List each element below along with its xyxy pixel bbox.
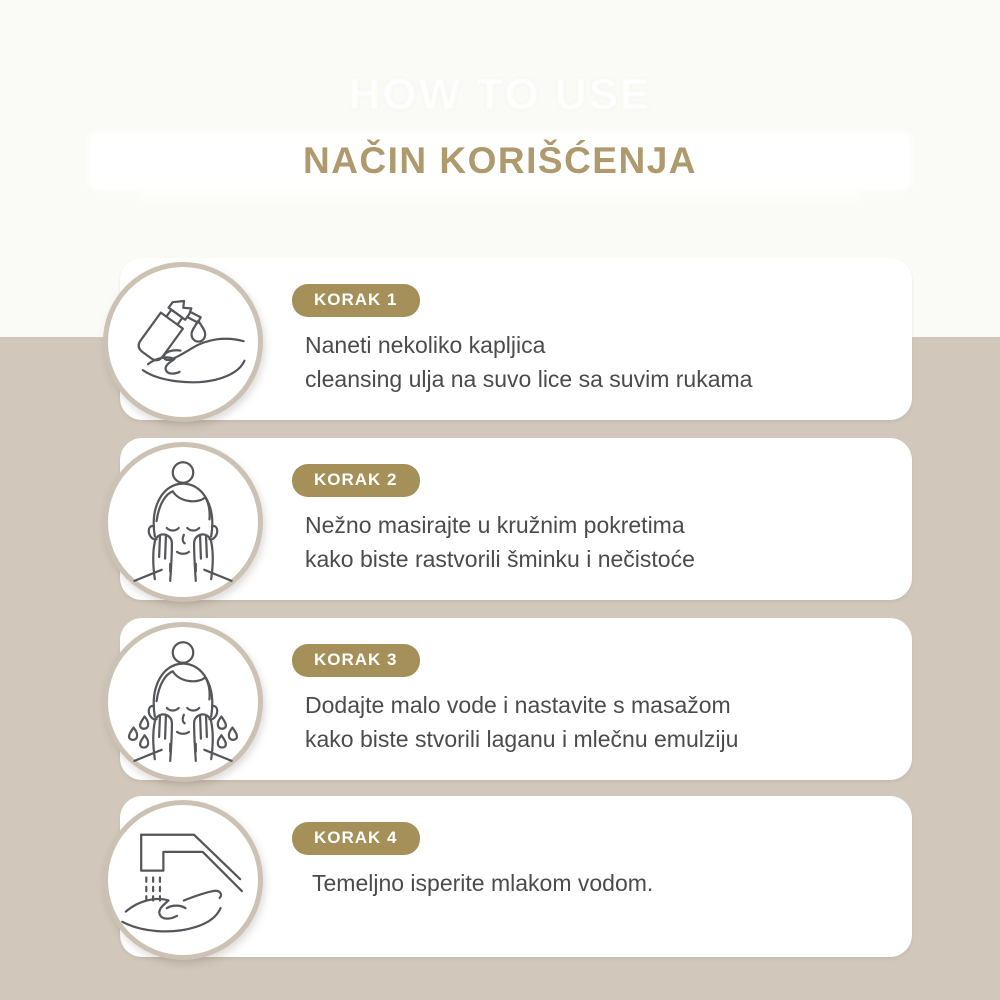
step-4-icon-circle — [103, 800, 263, 960]
page-title: NAČIN KORIŠĆENJA — [302, 140, 698, 181]
pump-bottle-hand-icon — [119, 278, 247, 406]
face-massage-icon — [119, 458, 247, 586]
step-1-line-2: cleansing ulja na suvo lice sa suvim rukama — [305, 366, 753, 392]
step-2-line-2: kako biste rastvorili šminku i nečistoće — [305, 546, 695, 572]
ghost-english-title: HOW TO USE — [348, 70, 652, 119]
step-3-icon-circle — [103, 622, 263, 782]
step-3-line-1: Dodajte malo vode i nastavite s masažom — [305, 692, 731, 718]
step-4-line-1: Temeljno isperite mlakom vodom. — [312, 870, 654, 896]
step-1-line-1: Naneti nekoliko kapljica — [305, 332, 546, 358]
step-1-text — [305, 328, 752, 396]
step-2-line-1: Nežno masirajte u kružnim pokretima — [305, 512, 685, 538]
face-splash-icon — [119, 638, 247, 766]
step-2-icon-circle — [103, 442, 263, 602]
step-4-badge: KORAK 4 — [292, 822, 420, 855]
ghost-text-band-artifact — [140, 188, 860, 201]
step-2-badge: KORAK 2 — [292, 464, 420, 497]
rinse-hand-icon — [119, 816, 247, 944]
step-1-icon-circle — [103, 262, 263, 422]
step-3-text — [305, 688, 738, 756]
step-3-line-2: kako biste stvorili laganu i mlečnu emulziju — [305, 726, 739, 752]
step-4-text — [312, 866, 653, 900]
step-3-badge: KORAK 3 — [292, 644, 420, 677]
step-2-text — [305, 508, 695, 576]
step-1-badge: KORAK 1 — [292, 284, 420, 317]
